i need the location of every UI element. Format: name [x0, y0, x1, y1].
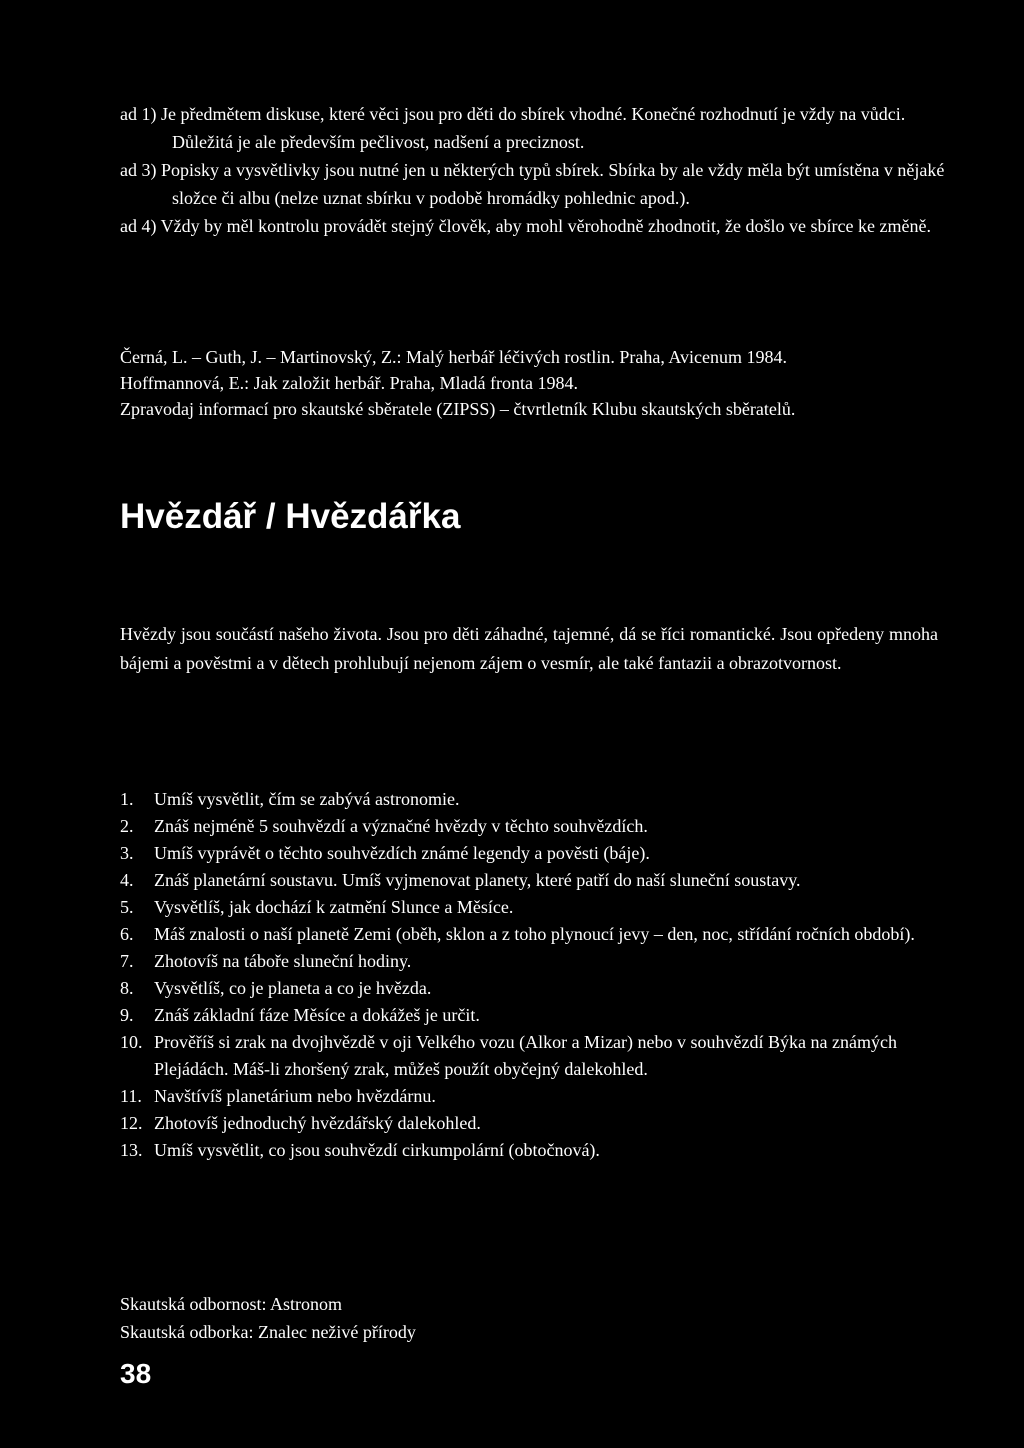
list-item — [120, 894, 970, 921]
list-item-number: 13. — [120, 1140, 143, 1160]
list-item-number: 10. — [120, 1032, 143, 1052]
list-item — [120, 1137, 970, 1164]
list-item — [120, 1002, 970, 1029]
skautska-odborka: Skautská odborka: Znalec neživé přírody — [120, 1322, 416, 1342]
list-item-text: Vysvětlíš, co je planeta a co je hvězda. — [154, 978, 432, 998]
references-section — [120, 344, 980, 422]
note-3: ad 3) Popisky a vysvětlivky jsou nutné jen u některých typů sbírek. Sbírka by ale vždy měla být umístěna v nějaké složce či albu (nelze uznat sbírku v podobě hromádky pohlednic apod.). — [120, 160, 945, 208]
list-item-text: Umíš vysvětlit, co jsou souhvězdí cirkumpolární (obtočnová). — [154, 1140, 600, 1160]
list-item — [120, 786, 970, 813]
page-number: 38 — [120, 1358, 152, 1389]
section-heading: Hvězdář / Hvězdářka — [120, 497, 461, 536]
list-item — [120, 867, 970, 894]
list-item-text: Prověříš si zrak na dvojhvězdě v oji Velkého vozu (Alkor a Mizar) nebo v souhvězdí Býka na známých Plejádách. Máš-li zhoršený zrak, můžeš použít obyčejný dalekohled. — [154, 1032, 897, 1079]
intro-paragraph: Hvězdy jsou součástí našeho života. Jsou pro děti záhadné, tajemné, dá se říci romantické. Jsou opředeny mnoha bájemi a pověstmi a v dětech prohlubují nejenom zájem o vesmír, ale také fantazii a obrazotvornost. — [120, 624, 938, 673]
list-item-number: 11. — [120, 1086, 142, 1106]
list-item-number: 5. — [120, 897, 134, 917]
list-item-number: 3. — [120, 843, 134, 863]
list-item-number: 9. — [120, 1005, 134, 1025]
list-item — [120, 1110, 970, 1137]
list-item — [120, 1083, 970, 1110]
reference-item: Hoffmannová, E.: Jak založit herbář. Praha, Mladá fronta 1984. — [120, 373, 579, 393]
list-item-text: Umíš vysvětlit, čím se zabývá astronomie. — [154, 789, 460, 809]
reference-item: Černá, L. – Guth, J. – Martinovský, Z.: Malý herbář léčivých rostlin. Praha, Avicenum 1984. — [120, 347, 788, 367]
list-item-number: 2. — [120, 816, 134, 836]
list-item-text: Vysvětlíš, jak dochází k zatmění Slunce a Měsíce. — [154, 897, 514, 917]
list-item-text: Zhotovíš jednoduchý hvězdářský dalekohled. — [154, 1113, 481, 1133]
list-item-number: 4. — [120, 870, 134, 890]
note-1: ad 1) Je předmětem diskuse, které věci jsou pro děti do sbírek vhodné. Konečné rozhodnutí je vždy na vůdci. Důležitá je ale především pečlivost, nadšení a preciznost. — [120, 104, 906, 152]
note-4: ad 4) Vždy by měl kontrolu provádět stejný člověk, aby mohl věrohodně zhodnotit, že došlo ve sbírce ke změně. — [120, 216, 931, 236]
list-item-text: Umíš vyprávět o těchto souhvězdích známé legendy a pověsti (báje). — [154, 843, 650, 863]
notes-section — [120, 100, 970, 240]
list-item-number: 7. — [120, 951, 134, 971]
list-item-number: 1. — [120, 789, 134, 809]
list-item-text: Zhotovíš na táboře sluneční hodiny. — [154, 951, 412, 971]
list-item — [120, 840, 970, 867]
badge-footer — [120, 1290, 416, 1346]
list-item — [120, 948, 970, 975]
list-item-text: Znáš planetární soustavu. Umíš vyjmenovat planety, které patří do naší sluneční soustavy. — [154, 870, 801, 890]
task-list — [120, 786, 970, 1164]
reference-item: Zpravodaj informací pro skautské sběratele (ZIPSS) – čtvrtletník Klubu skautských sběratelů. — [120, 399, 796, 419]
list-item — [120, 921, 970, 948]
list-item-text: Máš znalosti o naší planetě Zemi (oběh, sklon a z toho plynoucí jevy – den, noc, střídání ročních období). — [154, 924, 915, 944]
list-item-text: Navštívíš planetárium nebo hvězdárnu. — [154, 1086, 436, 1106]
list-item-number: 8. — [120, 978, 134, 998]
list-item-number: 12. — [120, 1113, 143, 1133]
list-item-text: Znáš nejméně 5 souhvězdí a význačné hvězdy v těchto souhvězdích. — [154, 816, 648, 836]
list-item-text: Znáš základní fáze Měsíce a dokážeš je určit. — [154, 1005, 480, 1025]
list-item — [120, 1029, 970, 1083]
list-item-number: 6. — [120, 924, 134, 944]
list-item — [120, 813, 970, 840]
skautska-odbornost: Skautská odbornost: Astronom — [120, 1294, 343, 1314]
list-item — [120, 975, 970, 1002]
